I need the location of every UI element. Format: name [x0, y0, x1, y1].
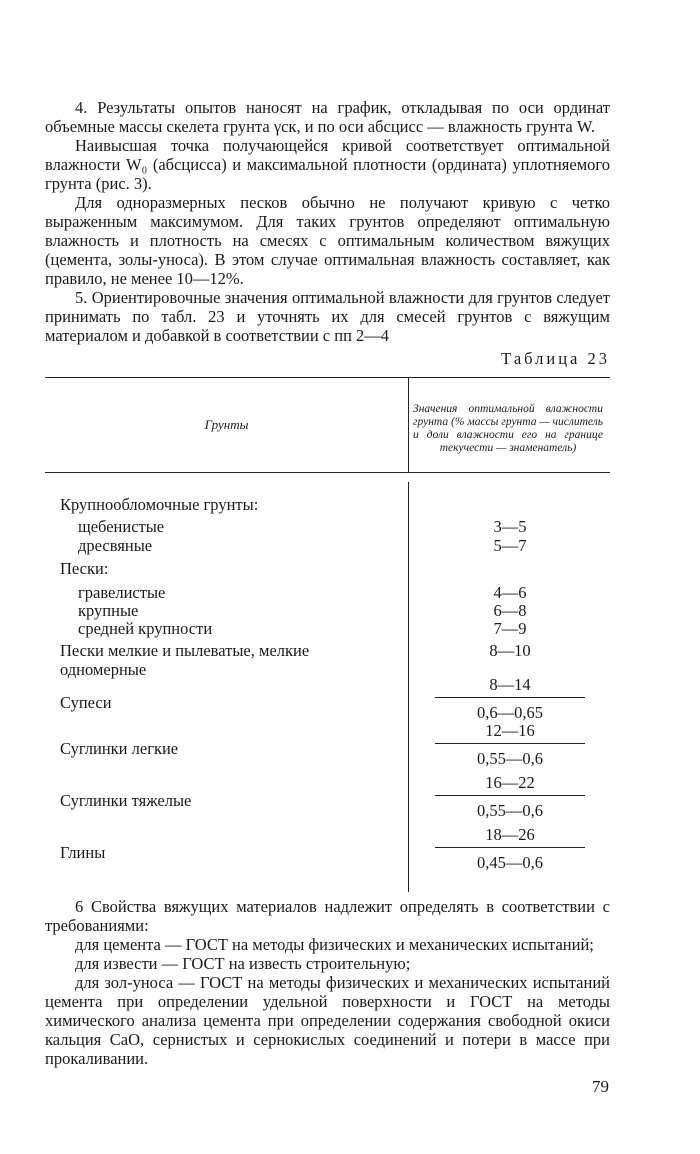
row-label: Суглинки легкие [60, 739, 179, 758]
fraction-denominator: 0,6—0,65 [477, 703, 543, 722]
row-label: Суглинки тяжелые [60, 791, 192, 810]
paragraph-cement: для цемента — ГОСТ на методы физических и механических испытаний; [75, 935, 594, 954]
table-23 [45, 377, 610, 897]
table-caption: Таблица 23 [501, 349, 610, 368]
fraction-numerator: 12—16 [435, 721, 585, 744]
row-label: Супеси [60, 693, 112, 712]
fraction-numerator: 16—22 [435, 773, 585, 796]
row-value: 7—9 [493, 619, 527, 638]
fraction-numerator: 8—14 [435, 675, 585, 698]
paragraph-lime: для извести — ГОСТ на известь строительную; [75, 954, 411, 973]
row-value: 8—10 [489, 641, 531, 660]
row-value: 5—7 [493, 536, 527, 555]
row-label: дресвяные [78, 536, 153, 555]
body-divider [408, 482, 409, 892]
row-value: 3—5 [493, 517, 527, 536]
paragraph-4: 4. Результаты опытов наносят на график, откладывая по оси ординат объемные массы скелета грунта γск, и по оси абсцисс — влажность грунта W. [45, 98, 610, 136]
fraction-numerator: 18—26 [435, 825, 585, 848]
row-label: гравелистые [78, 583, 166, 602]
fraction-value [435, 825, 585, 872]
row-label: Пески мелкие и пылеватые, мелкие одномерные [60, 641, 310, 679]
fraction-value [435, 721, 585, 768]
page-number: 79 [592, 1077, 609, 1096]
header-divider [408, 377, 409, 472]
fraction-value [435, 773, 585, 820]
paragraph-sands: Для одноразмерных песков обычно не получают кривую с четко выраженным максимумом. Для таких грунтов определяют оптимальную влажность и плотность на смесях с оптимальным количеством вяжущих (цемента, золы-уноса). В этом случае оптимальная влажность составляет, как правило, не менее 10—12%. [45, 193, 610, 288]
row-label: Крупнообломочные грунты: [60, 495, 259, 514]
row-value: 6—8 [493, 601, 527, 620]
table-header-rule [45, 472, 610, 473]
column-header-soils: Грунты [204, 416, 249, 432]
paragraph-6: 6 Свойства вяжущих материалов надлежит определять в соответствии с требованиями: [45, 897, 610, 935]
paragraph-5: 5. Ориентировочные значения оптимальной влажности для грунтов следует принимать по табл. 23 и уточнять их для смесей грунтов с вяжущим материалом и добавкой в соответствии с пп 2—4 [45, 288, 610, 345]
paragraph-fly-ash: для зол-уноса — ГОСТ на методы физических и механических испытаний цемента при определении удельной поверхности и ГОСТ на методы химического анализа цемента при определении содержания свободной окиси кальция CaO, сернистых и сернокислых соединений и потери в массе при прокаливании. [45, 973, 610, 1068]
row-label: щебенистые [78, 517, 165, 536]
row-label: Пески: [60, 559, 109, 578]
fraction-denominator: 0,45—0,6 [477, 853, 543, 872]
fraction-denominator: 0,55—0,6 [477, 749, 543, 768]
page-body [45, 98, 610, 1068]
column-header-values: Значения оптимальной влажности грунта (% массы грунта — числитель и доли влажности его на границе текучести — знаменатель) [413, 403, 603, 454]
row-value: 4—6 [493, 583, 527, 602]
row-label: Глины [60, 843, 106, 862]
paragraph-optimum: Наивысшая точка получающейся кривой соответствует оптимальной влажности W₀ (абсцисса) и максимальной плотности (ордината) уплотняемого грунта (рис. 3). [45, 136, 610, 193]
row-label: средней крупности [78, 619, 213, 638]
fraction-value [435, 675, 585, 722]
binders-section [45, 897, 610, 1068]
row-label: крупные [78, 601, 139, 620]
fraction-denominator: 0,55—0,6 [477, 801, 543, 820]
